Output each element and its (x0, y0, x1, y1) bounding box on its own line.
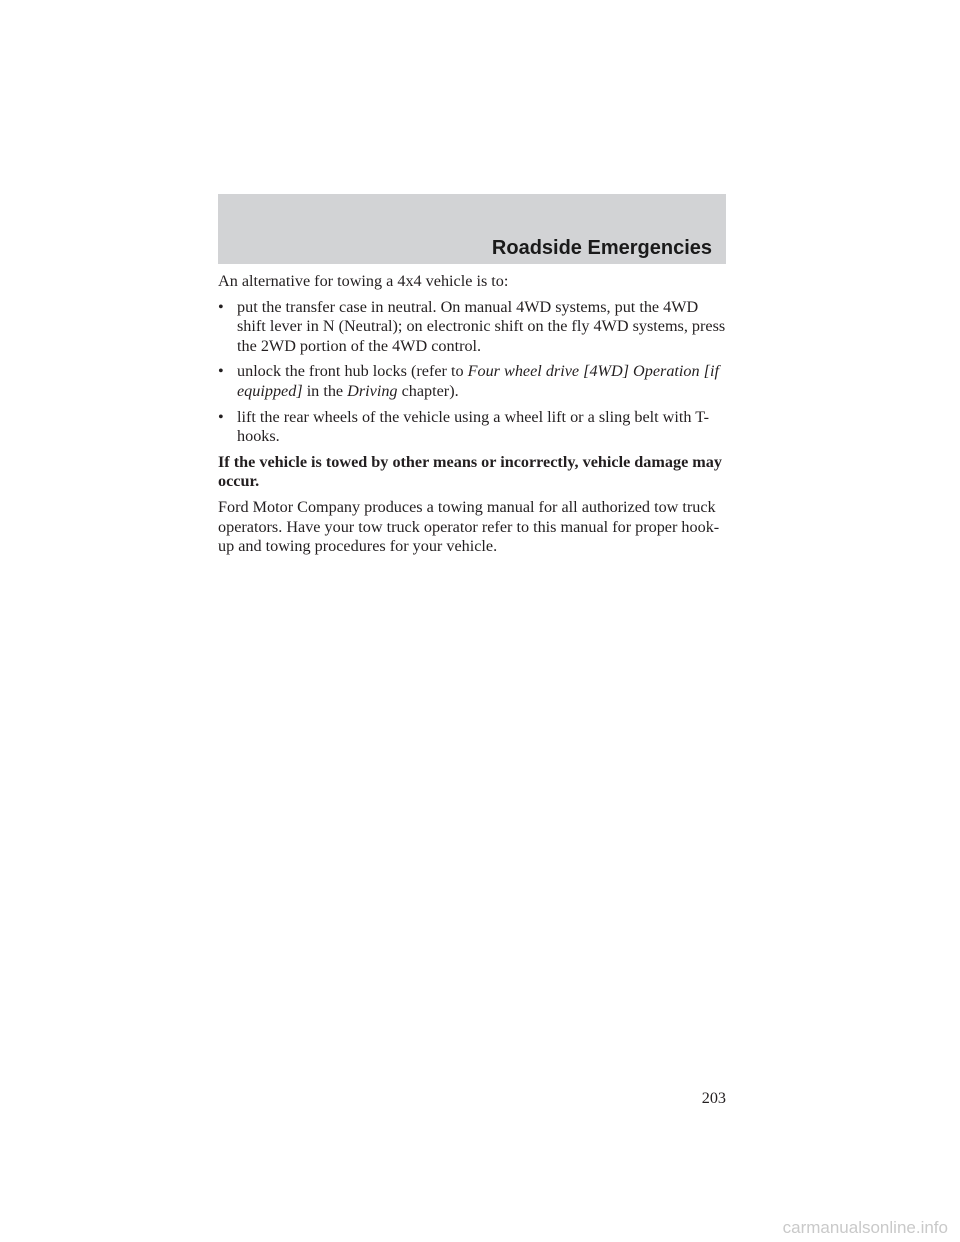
bullet-text: put the transfer case in neutral. On manual 4WD systems, put the 4WD shift lever in N (Neutral); on electronic shift on the fly 4WD systems, press the 2WD portion of the 4WD control. (237, 297, 726, 355)
bullet-icon: • (218, 407, 224, 426)
bullet-text: unlock the front hub locks (refer to (237, 362, 464, 381)
list-item (218, 408, 728, 447)
intro-paragraph: An alternative for towing a 4x4 vehicle is to: (218, 272, 509, 290)
bullet-icon: • (218, 297, 224, 316)
chapter-reference[interactable]: Driving (347, 381, 398, 400)
section-header-band (218, 194, 726, 264)
bullet-text: lift the rear wheels of the vehicle using a wheel lift or a sling belt with T-hooks. (237, 407, 710, 446)
damage-warning: If the vehicle is towed by other means or incorrectly, vehicle damage may occur. (218, 452, 722, 491)
cross-reference-link[interactable]: Four wheel drive [4WD] Operation [if equipped] (237, 362, 719, 400)
bullet-text: chapter). (397, 381, 459, 400)
closing-paragraph: Ford Motor Company produces a towing manual for all authorized tow truck operators. Have your tow truck operator refer to this manual for proper hook-up and towing procedures for your vehicle. (218, 497, 720, 556)
list-item (218, 362, 728, 401)
bullet-text: in the (302, 381, 344, 400)
list-item (218, 298, 728, 357)
watermark: carmanualsonline.info (770, 1214, 960, 1242)
towing-steps-list (218, 298, 728, 447)
section-title: Roadside Emergencies (491, 237, 712, 259)
bullet-icon: • (218, 362, 224, 381)
page-number: 203 (701, 1089, 726, 1107)
page-content (218, 272, 728, 563)
